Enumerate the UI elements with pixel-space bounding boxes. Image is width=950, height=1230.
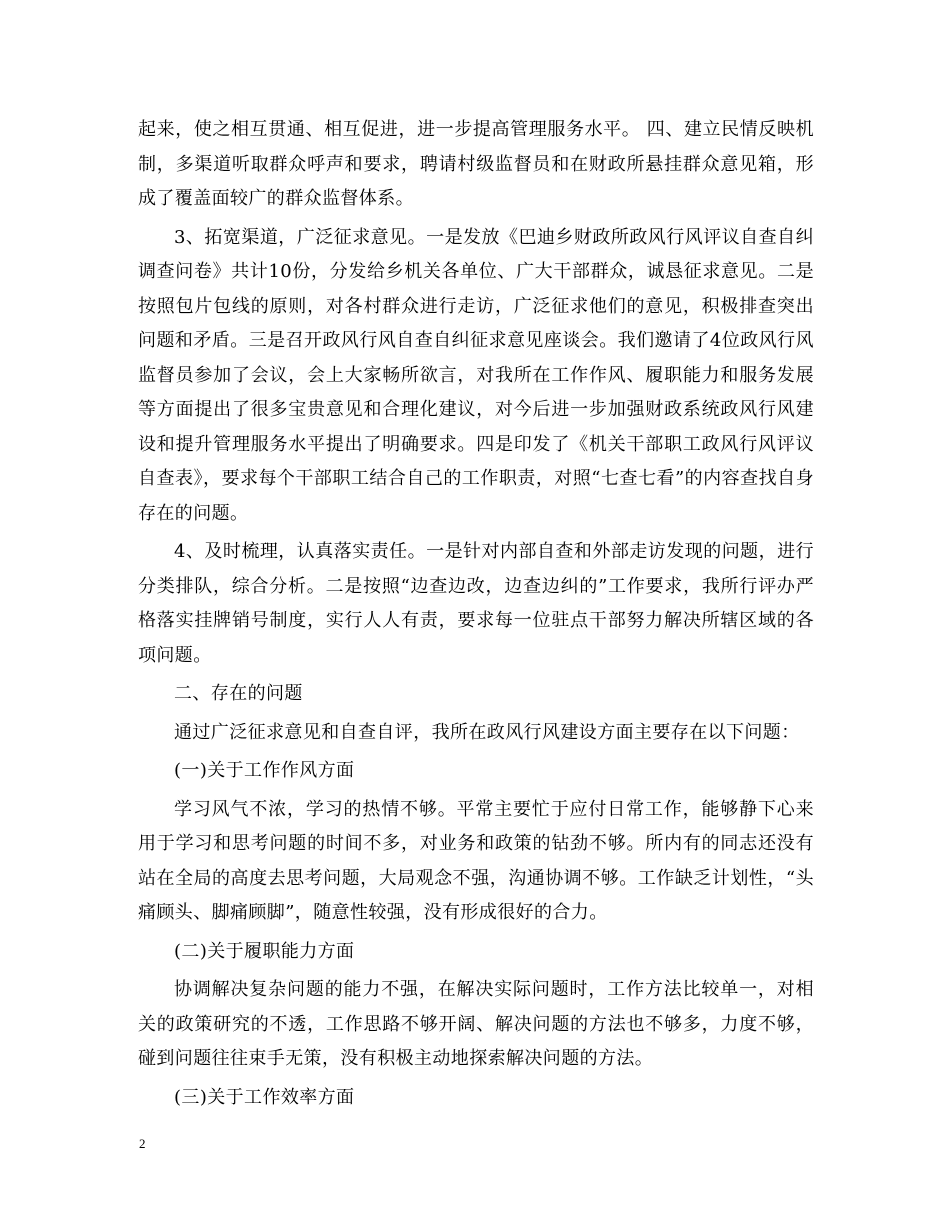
subheading-duty-ability: (二)关于履职能力方面 <box>174 940 355 962</box>
section-heading-problems: 二、存在的问题 <box>174 683 303 704</box>
subheading-work-style: (一)关于工作作风方面 <box>174 760 355 781</box>
paragraph-3: 4、及时梳理，认真落实责任。一是针对内部自查和外部走访发现的问题，进行分类排队，综合分析。二是按照“边查边改，边查边纠的”工作要求，我所行评办严格落实挂牌销号制度，实行人人有责，要求每一位驻点干部努力解决所辖区域的各项问题。 <box>138 541 814 666</box>
paragraph-work-style: 学习风气不浓，学习的热情不够。平常主要忙于应付日常工作，能够静下心来用于学习和思考问题的时间不多，对业务和政策的钻劲不够。所内有的同志还没有站在全局的高度去思考问题，大局观念不强，沟通协调不够。工作缺乏计划性，“头痛顾头、脚痛顾脚”，随意性较强，没有形成很好的合力。 <box>138 798 814 923</box>
paragraph-1: 起来，使之相互贯通、相互促进，进一步提高管理服务水平。 四、建立民情反映机制，多渠道听取群众呼声和要求，聘请村级监督员和在财政所悬挂群众意见箱，形成了覆盖面较广的群众监督体系。 <box>138 119 814 209</box>
paragraph-2: 3、拓宽渠道，广泛征求意见。一是发放《巴迪乡财政所政风行风评议自查自纠调查问卷》共计10份，分发给乡机关各单位、广大干部群众，诚恳征求意见。二是按照包片包线的原则，对各村群众进行走访，广泛征求他们的意见，积极排查突出问题和矛盾。三是召开政风行风自查自纠征求意见座谈会。我们邀请了4位政风行风监督员参加了会议，会上大家畅所欲言，对我所在工作作风、履职能力和服务发展等方面提出了很多宝贵意见和合理化建议，对今后进一步加强财政系统政风行风建设和提升管理服务水平提出了明确要求。四是印发了《机关干部职工政风行风评议自查表》，要求每个干部职工结合自己的工作职责，对照“七查七看”的内容查找自身存在的问题。 <box>138 226 814 524</box>
paragraph-intro-problems: 通过广泛征求意见和自查自评，我所在政风行风建设方面主要存在以下问题： <box>174 721 800 743</box>
page-number: 2 <box>139 1136 146 1151</box>
subheading-work-efficiency: (三)关于工作效率方面 <box>174 1086 355 1108</box>
paragraph-duty-ability: 协调解决复杂问题的能力不强，在解决实际问题时，工作方法比较单一，对相关的政策研究的不透，工作思路不够开阔、解决问题的方法也不够多，力度不够，碰到问题往往束手无策，没有积极主动地探索解决问题的方法。 <box>138 979 814 1069</box>
document-page <box>138 113 814 1119</box>
